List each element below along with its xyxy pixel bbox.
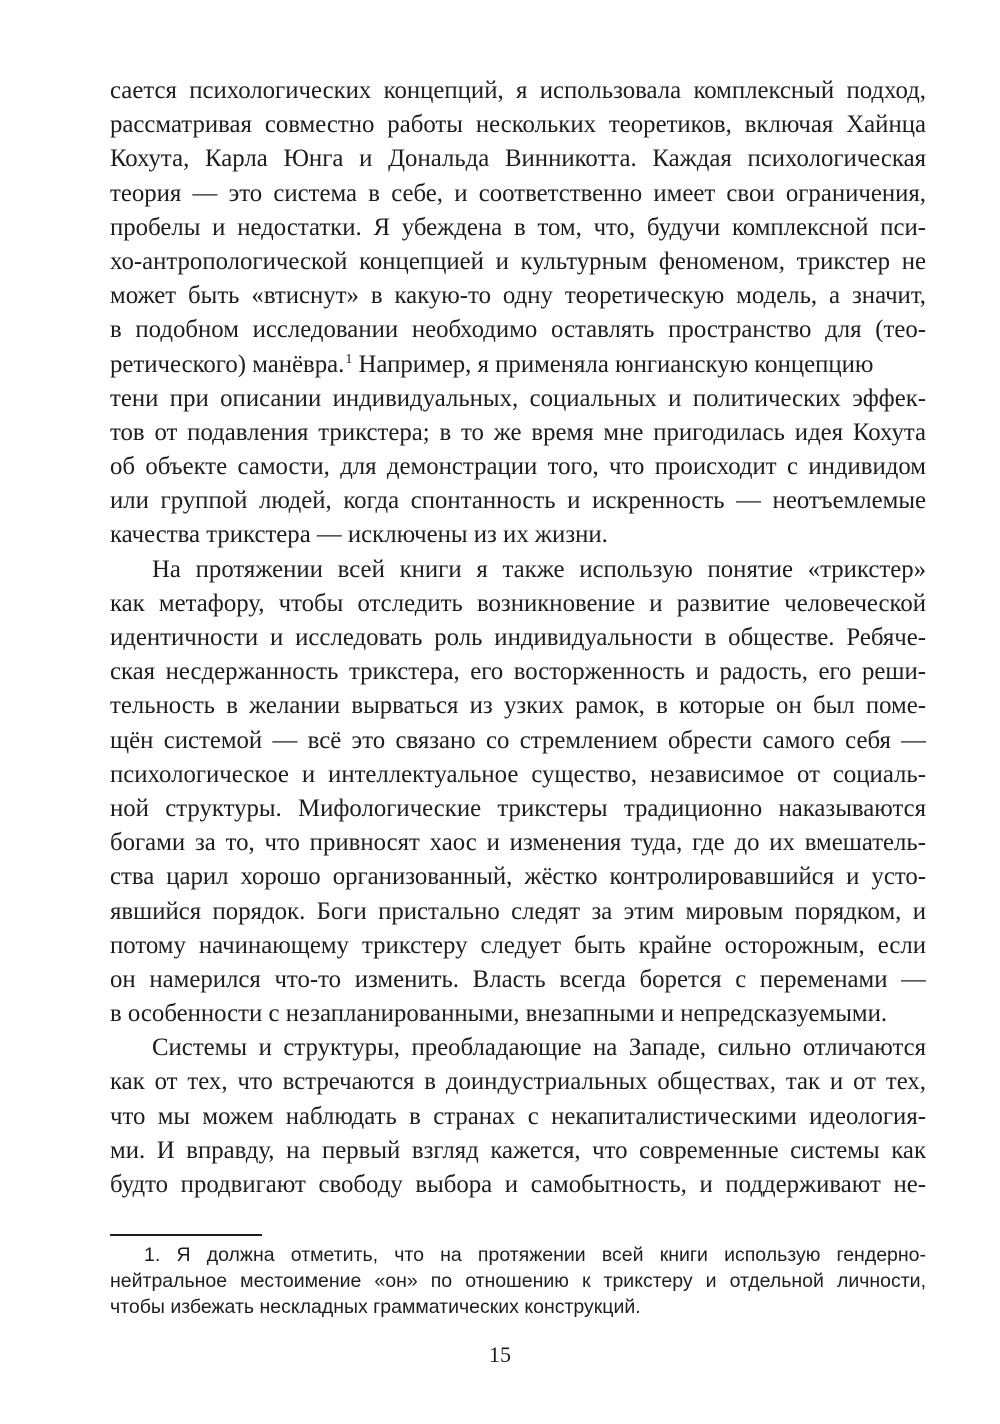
text-line: в особенности с незапланированными, внезапными и непредсказуемыми. <box>110 1000 888 1028</box>
text-line: Кохута, Карла Юнга и Дональда Винникотта. Каждая психологическая <box>110 145 926 173</box>
text-line: что мы можем наблюдать в странах с некапиталистическими идеология- <box>110 1102 926 1130</box>
page-number: 15 <box>489 1342 511 1367</box>
text-line: потому начинающему трикстеру следует быть крайне осторожным, если <box>110 931 926 959</box>
text-line: богами за то, что привносят хаос и изменения туда, где до их вмешатель- <box>110 829 926 857</box>
text-line: ства царил хорошо организованный, жёстко контролировавшийся и усто- <box>110 863 926 891</box>
text-line: рассматривая совместно работы нескольких теоретиков, включая Хайнца <box>110 111 926 139</box>
footnote-line: 1. Я должна отметить, что на протяжении всей книги использую гендерно- <box>144 1244 926 1266</box>
text-line: в подобном исследовании необходимо оставлять пространство для (тео- <box>110 316 926 344</box>
text-line: ми. И вправду, на первый взгляд кажется, что современные системы как <box>110 1136 926 1164</box>
text-line: явшийся порядок. Боги пристально следят за этим мировым порядком, и <box>110 897 926 925</box>
text-line: качества трикстера — исключены из их жизни. <box>110 521 608 549</box>
text-line: теория — это система в себе, и соответственно имеет свои ограничения, <box>110 179 926 207</box>
text-line: как от тех, что встречаются в доиндустриальных обществах, так и от тех, <box>110 1068 926 1096</box>
text-line-with-footnote <box>110 348 926 382</box>
text-line: тени при описании индивидуальных, социальных и политических эффек- <box>110 384 926 412</box>
paragraph-first-line: Системы и структуры, преобладающие на Западе, сильно отличаются <box>152 1034 926 1062</box>
text-line: будто продвигают свободу выбора и самобытность, и поддерживают не- <box>110 1171 926 1198</box>
main-text <box>110 74 926 1202</box>
text-line: идентичности и исследовать роль индивидуальности в обществе. Ребяче- <box>110 624 926 651</box>
text-segment: Например, я применяла юнгианскую концепцию <box>352 350 874 378</box>
footnote-line: чтобы избежать нескладных грамматических конструкций. <box>110 1296 641 1318</box>
text-line: хо-антропологической концепцией и культурным феноменом, трикстер не <box>110 247 926 275</box>
text-line: ская несдержанность трикстера, его восторженность и радость, его реши- <box>110 658 926 686</box>
text-segment: ретического) манёвра. <box>110 350 345 378</box>
text-line: пробелы и недостатки. Я убеждена в том, что, будучи комплексной пси- <box>110 213 926 241</box>
text-line: он намерился что-то изменить. Власть всегда борется с переменами — <box>110 965 926 993</box>
text-line: как метафору, чтобы отследить возникновение и развитие человеческой <box>110 589 926 617</box>
text-line: ной структуры. Мифологические трикстеры традиционно наказываются <box>110 794 926 822</box>
text-line: об объекте самости, для демонстрации того, что происходит с индивидом <box>110 453 926 481</box>
text-line: психологическое и интеллектуальное существо, независимое от социаль- <box>110 760 926 788</box>
text-line: может быть «втиснут» в какую-то одну теоретическую модель, а значит, <box>110 282 926 310</box>
text-line: тельность в желании вырваться из узких рамок, в которые он был поме- <box>110 692 926 720</box>
footnote-reference[interactable]: 1 <box>345 351 353 367</box>
paragraph-first-line: На протяжении всей книги я также использую понятие «трикстер» <box>152 555 926 583</box>
text-line: щён системой — всё это связано со стремлением обрести самого себя — <box>110 726 926 754</box>
footnote-line: нейтральное местоимение «он» по отношению к трикстеру и отдельной личности, <box>110 1270 926 1292</box>
text-line: сается психологических концепций, я использовала комплексный подход, <box>110 77 926 104</box>
text-line: тов от подавления трикстера; в то же время мне пригодилась идея Кохута <box>110 418 926 446</box>
footnote <box>110 1242 926 1320</box>
text-line: или группой людей, когда спонтанность и искренность — неотъемлемые <box>110 487 926 515</box>
footnote-divider <box>110 1234 262 1236</box>
